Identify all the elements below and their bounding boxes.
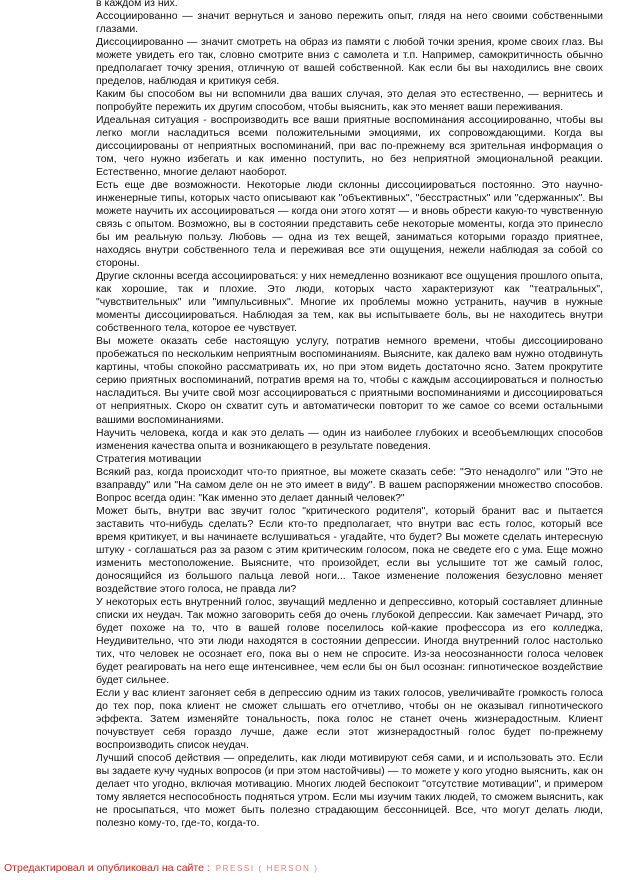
footer-separator: :	[203, 862, 213, 874]
paragraph-3: Диссоциированно — значит смотреть на образ из памяти с любой точки зрения, кроме своих глаз. Вы можете увидеть его так, словно смотрите вниз с самолета и т.п. Например, самокритичность обычно предполагает точку зрения, отличную от вашей собственной. Как если бы вы находились вне своих пределов, наблюдая и критикуя себя.	[96, 36, 603, 88]
paragraph-11: Может быть, внутри вас звучит голос "критического родителя", который бранит вас и пытается заставить что-нибудь сделать? Если кто-то предполагает, что внутри вас есть голос, который все время критикует, и вы начинаете вслушиваться - угадайте, что будет? Вы можете сделать интересную штуку - соглашаться раз за разом с этим критическим голосом, пока не сведете его с ума. Еще можно изменить местоположение. Выясните, что произойдет, если вы услышите тот же самый голос, доносящийся из большого пальца левой ноги... Такое изменение положения безусловно меняет воздействие этого голоса, не правда ли?	[96, 504, 603, 595]
paragraph-8: Вы можете оказать себе настоящую услугу, потратив немного времени, чтобы диссоциировано пробежаться по нескольким неприятным воспоминаниям. Выясните, как далеко вам нужно отодвинуть картины, чтобы спокойно рассматривать их, но при этом видеть достаточно ясно. Затем прокрутите серию приятных воспоминаний, потратив время на то, чтобы с каждым ассоциироваться и полностью насладиться. Вы учите свой мозг ассоциироваться с приятными воспоминаниями и диссоциироваться от неприятных. Скоро он схватит суть и автоматически повторит то же самое со всеми остальными вашими воспоминаниями.	[96, 335, 603, 426]
paragraph-4: Каким бы способом вы ни вспомнили два ваших случая, это делая это естественно, — вернитесь и попробуйте пережить их другим способом, чтобы выяснить, как это меняет ваши переживания.	[96, 88, 603, 114]
paragraph-7: Другие склонны всегда ассоциироваться: у них немедленно возникают все ощущения прошлого опыта, как хорошие, так и плохие. Это люди, которых часто характеризуют как "театральных", "чувствительных" или "импульсивных". Многие их проблемы можно устранить, научив в нужные моменты диссоциироваться. Наблюдая за тем, как вы испытываете боль, вы не находитесь внутри собственного тела, которое ее чувствует.	[96, 270, 603, 335]
paragraph-13: Если у вас клиент загоняет себя в депрессию одним из таких голосов, увеличивайте громкость голоса до тех пор, пока клиент не сможет слышать его отчетливо, чтобы он не оказывал гипнотического эффекта. Затем изменяйте тональность, пока голос не станет очень жизнерадостным. Клиент почувствует себя гораздо лучше, даже если этот жизнерадостный голос будет по-прежнему воспроизводить список неудач.	[96, 686, 603, 751]
paragraph-9: Научить человека, когда и как это делать — один из наиболее глубоких и всеобъемлющих способов изменения качества опыта и возникающего в результате поведения.	[96, 426, 603, 452]
paragraph-10: Всякий раз, когда происходит что-то приятное, вы можете сказать себе: "Это ненадолго" или "Это не взаправду" или "На самом деле он не это имеет в виду". В вашем распоряжении множество способов. Вопрос всегда один: "Как именно это делает данный человек?"	[96, 465, 603, 504]
footer-prefix: Отредактировал и опубликовал на сайте	[4, 862, 204, 874]
paragraph-1: в каждом из них.	[96, 0, 178, 9]
body-text	[96, 0, 603, 830]
paragraph-5: Идеальная ситуация - воспроизводить все ваши приятные воспоминания ассоциированно, чтобы вы легко могли насладиться всеми положительными эмоциями, их сопровождающими. Когда вы диссоциированы от неприятных воспоминаний, при вас по-прежнему вся зрительная информация о том, чего нужно избегать и как именно поступить, но без неприятной эмоциональной реакции. Естественно, многие делают наоборот.	[96, 114, 603, 179]
paragraph-12: У некоторых есть внутренний голос, звучащий медленно и депрессивно, который составляет длинные списки их неудач. Так можно заговорить себя до очень глубокой депрессии. Как замечает Ричард, это будет похоже на то, что в вашей голове поселилось кой-какие профессора из его колледжа, Неудивительно, что эти люди находятся в состоянии депрессии. Иногда внутренний голос настолько тих, что человек не осознает его, пока вы о нем не спросите. Из-за неосознанности голоса человек будет реагировать на него еще интенсивнее, чем если бы он был осознан: гипнотическое воздействие будет сильнее.	[96, 595, 603, 686]
paragraph-6: Есть еще две возможности. Некоторые люди склонны диссоциироваться постоянно. Это научно-инженерные типы, которых часто описывают как "объективных", "бесстрастных" или "сдержанных". Вы можете научить их ассоциироваться — когда они этого хотят — и вновь обрести какую-то чувственную связь с опытом. Возможно, вы в состоянии представить себе некоторые моменты, когда это принесло бы им реальную пользу. Любовь — одна из тех вещей, заниматься которыми гораздо приятнее, находясь внутри собственного тела и переживая все эти ощущения, нежели наблюдая за собой со стороны.	[96, 179, 603, 270]
section-heading: Стратегия мотивации	[96, 452, 202, 465]
paragraph-2: Ассоциированно — значит вернуться и заново пережить опыт, глядя на него своими собственными глазами.	[96, 10, 603, 36]
footer-credit	[4, 862, 319, 875]
footer-site-link[interactable]: PRESSI ( HERSON )	[215, 864, 319, 873]
paragraph-14: Лучший способ действия — определить, как люди мотивируют себя сами, и и использовать это. Если вы задаете кучу чудных вопросов (и при этом настойчивы) — то можете у кого угодно выяснить, как он делает что угодно, включая мотивацию. Многих людей беспокоит "отсутствие мотивации", и примером тому является неспособность подняться утром. Если мы изучим таких людей, то сможем выяснить, как не просыпаться, что может быть полезно страдающим бессонницей. Все, что могут делать люди, полезно кому-то, где-то, когда-то.	[96, 751, 603, 829]
